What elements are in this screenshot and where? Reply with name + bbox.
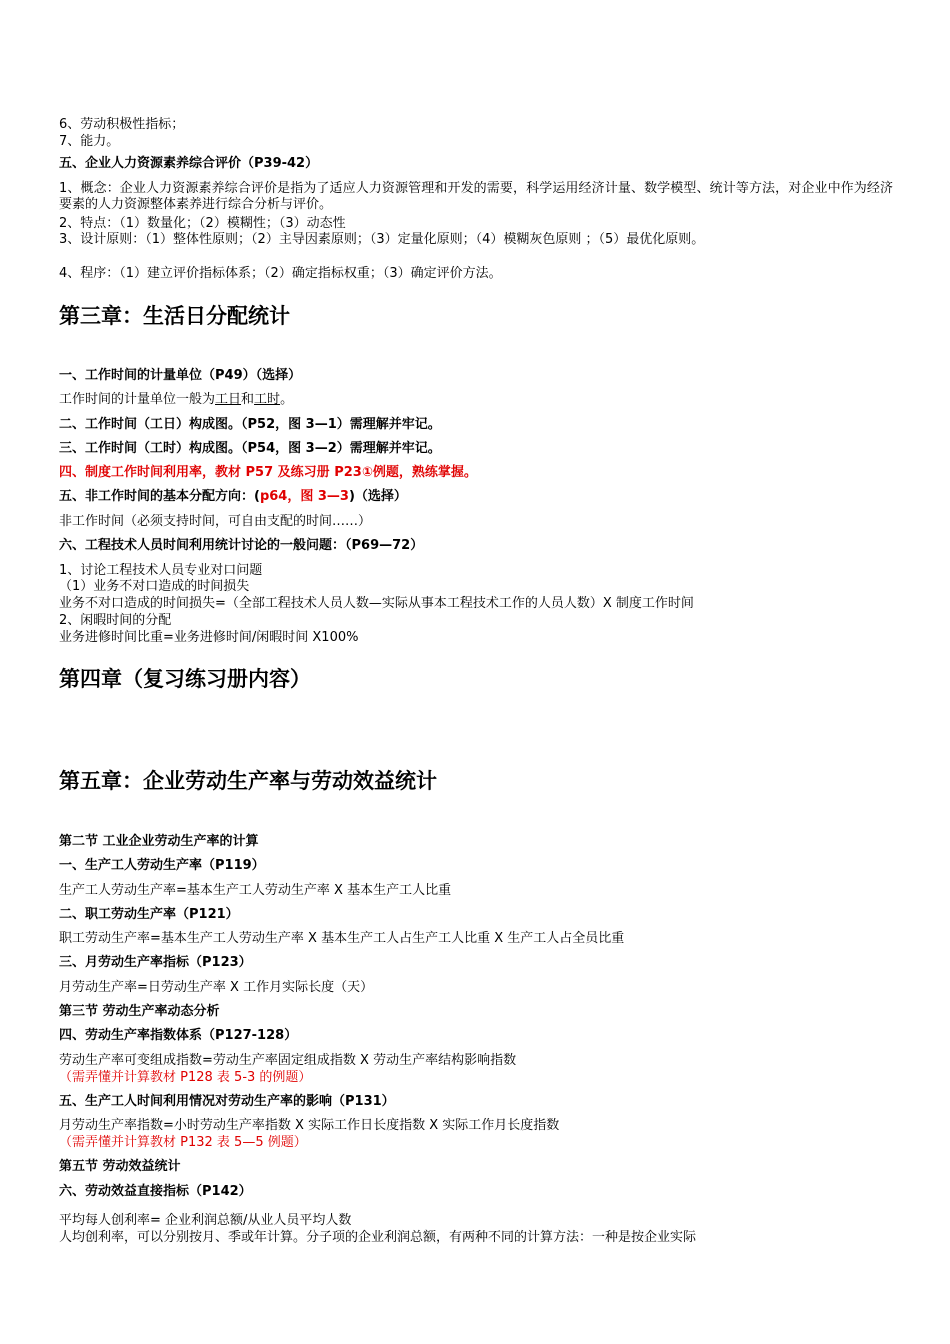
ch3-heading-1: 一、工作时间的计量单位（P49）（选择） <box>59 368 302 383</box>
ch3-text-2: 非工作时间（必须支持时间，可自由支配的时间……） <box>59 514 372 529</box>
ch3-heading-2: 二、工作时间（工日）构成图。（P52，图 3—1）需理解并牢记。 <box>59 417 441 432</box>
ch3-text-6: 2、闲暇时间的分配 <box>59 613 172 628</box>
ch3-heading-5a: 五、非工作时间的基本分配方向：( <box>59 489 260 504</box>
ch3-text-1e: 。 <box>280 392 294 407</box>
list-item-6: 6、劳动积极性指标； <box>59 117 185 132</box>
ch3-heading-6: 六、工程技术人员时间利用统计讨论的一般问题：（P69—72） <box>59 538 424 553</box>
ch3-text-5: 业务不对口造成的时间损失=（全部工程技术人员人数—实际从事本工程技术工作的人员人数）X 制度工作时间 <box>59 596 694 611</box>
ch5-section-3: 第三节 劳动生产率动态分析 <box>59 1004 220 1019</box>
ch3-text-1c: 和 <box>241 392 255 407</box>
ch5-heading-2: 二、职工劳动生产率（P121） <box>59 907 239 922</box>
ch3-text-7: 业务进修时间比重=业务进修时间/闲暇时间 X100% <box>59 630 359 645</box>
underlined-term-workday: 工日 <box>215 392 242 407</box>
ch3-text-3: 1、讨论工程技术人员专业对口问题 <box>59 563 263 578</box>
features-line: 2、特点：（1）数量化；（2）模糊性；（3）动态性 <box>59 216 346 231</box>
ch5-heading-4: 四、劳动生产率指数体系（P127-128） <box>59 1028 298 1043</box>
ch5-formula-5: 月劳动生产率指数=小时劳动生产率指数 X 实际工作日长度指数 X 实际工作月长度指数 <box>59 1118 560 1133</box>
design-principles-paragraph: 3、设计原则：（1）整体性原则；（2）主导因素原则；（3）定量化原则；（4）模糊灰色原则 ；（5）最优化原则。 <box>59 232 705 247</box>
ch5-heading-1: 一、生产工人劳动生产率（P119） <box>59 858 265 873</box>
ch3-heading-3: 三、工作时间（工时）构成图。（P54，图 3—2）需理解并牢记。 <box>59 441 441 456</box>
ch5-formula-4: 劳动生产率可变组成指数=劳动生产率固定组成指数 X 劳动生产率结构影响指数 <box>59 1053 517 1068</box>
ch5-text-last: 人均创利率，可以分别按月、季或年计算。分子项的企业利润总额，有两种不同的计算方法：一种是按企业实际 <box>59 1230 697 1245</box>
concept-paragraph: 1、概念：企业人力资源素养综合评价是指为了适应人力资源管理和开发的需要，科学运用经济计量、数学模型、统计等方法，对企业中作为经济要素的人力资源整体素养进行综合分析与评价。 <box>59 181 893 212</box>
list-item-7: 7、能力。 <box>59 134 120 149</box>
underlined-term-workhour: 工时 <box>254 392 281 407</box>
ch5-section-2: 第二节 工业企业劳动生产率的计算 <box>59 834 259 849</box>
chapter-5-title: 第五章：企业劳动生产率与劳动效益统计 <box>59 769 437 793</box>
ch5-heading-5: 五、生产工人时间利用情况对劳动生产率的影响（P131） <box>59 1094 395 1109</box>
ch5-formula-1: 生产工人劳动生产率=基本生产工人劳动生产率 X 基本生产工人比重 <box>59 883 452 898</box>
ch5-heading-6: 六、劳动效益直接指标（P142） <box>59 1184 252 1199</box>
ch3-text-4: （1）业务不对口造成的时间损失 <box>59 579 250 594</box>
procedure-line: 4、程序：（1）建立评价指标体系；（2）确定指标权重；（3）确定评价方法。 <box>59 266 502 281</box>
chapter-3-title: 第三章：生活日分配统计 <box>59 304 290 328</box>
ch5-formula-2: 职工劳动生产率=基本生产工人劳动生产率 X 基本生产工人占生产工人比重 X 生产工人占全员比重 <box>59 931 625 946</box>
ch3-text-1a: 工作时间的计量单位一般为 <box>59 392 216 407</box>
ch3-heading-5-ref: p64，图 3—3 <box>259 489 349 504</box>
ch3-text-1 <box>59 391 293 408</box>
ch5-heading-3: 三、月劳动生产率指标（P123） <box>59 955 252 970</box>
ch5-formula-6: 平均每人创利率= 企业利润总额/从业人员平均人数 <box>59 1213 352 1228</box>
section-heading-5: 五、企业人力资源素养综合评价（P39-42） <box>59 156 319 171</box>
ch3-heading-4-highlight: 四、制度工作时间利用率，教材 P57 及练习册 P23①例题，熟练掌握。 <box>59 465 477 480</box>
ch3-heading-5 <box>59 488 407 505</box>
ch3-heading-5c: )（选择） <box>348 489 407 504</box>
ch5-note-2: （需弄懂并计算教材 P132 表 5—5 例题） <box>59 1135 307 1150</box>
chapter-4-title: 第四章（复习练习册内容） <box>59 667 311 691</box>
ch5-section-5: 第五节 劳动效益统计 <box>59 1159 181 1174</box>
ch5-note-1: （需弄懂并计算教材 P128 表 5-3 的例题） <box>59 1070 312 1085</box>
ch5-formula-3: 月劳动生产率=日劳动生产率 X 工作月实际长度（天） <box>59 980 374 995</box>
